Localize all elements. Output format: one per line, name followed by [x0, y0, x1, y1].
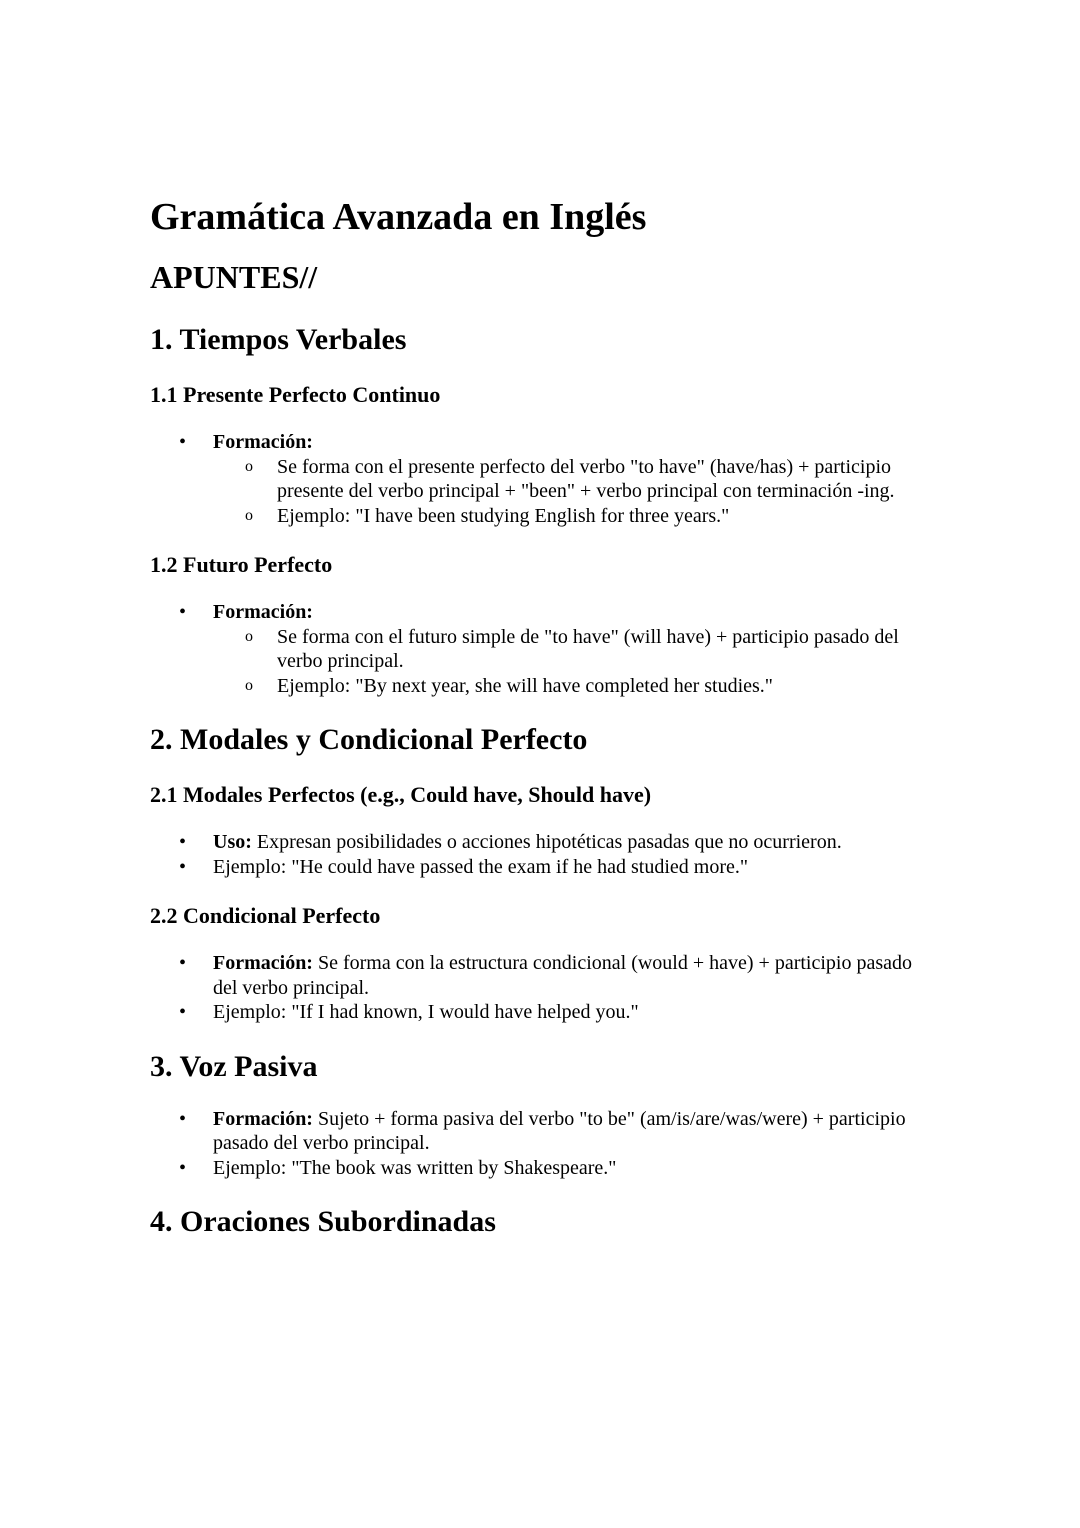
- bullet-icon: •: [179, 601, 187, 623]
- bullet-list: [150, 830, 940, 879]
- list-item: [150, 951, 940, 1000]
- section-heading: 3. Voz Pasiva: [150, 1049, 318, 1083]
- section-heading: 4. Oraciones Subordinadas: [150, 1205, 496, 1238]
- list-item: [150, 1156, 940, 1181]
- item-text: Ejemplo: "The book was written by Shakespeare.": [213, 1156, 617, 1179]
- item-text: Se forma con el presente perfecto del verbo "to have" (have/has) + participio presente del verbo principal + "been" + verbo principal con terminación -ing.: [277, 455, 895, 502]
- bullet-icon: •: [179, 431, 187, 453]
- document-page: [150, 190, 940, 1242]
- item-text: Se forma con la estructura condicional (would + have) + participio pasado del verbo principal.: [213, 952, 913, 999]
- sub-list-item: [213, 625, 940, 674]
- bullet-list: [150, 1107, 940, 1181]
- item-text: Ejemplo: "He could have passed the exam if he had studied more.": [213, 855, 749, 878]
- subsection-heading: 1.2 Futuro Perfecto: [150, 552, 333, 577]
- bullet-icon: •: [179, 1107, 187, 1130]
- item-label: Formación:: [213, 601, 313, 623]
- bullet-icon: •: [179, 1001, 187, 1023]
- item-text: Expresan posibilidades o acciones hipotéticas pasadas que no ocurrieron.: [251, 831, 842, 853]
- bullet-icon: •: [179, 952, 187, 974]
- subsection-heading: 1.1 Presente Perfecto Continuo: [150, 382, 441, 407]
- item-text: Se forma con el futuro simple de "to have" (will have) + participio pasado del verbo principal.: [277, 625, 899, 672]
- item-label: Formación:: [213, 1107, 313, 1130]
- circle-bullet-icon: o: [245, 627, 253, 645]
- section-heading: 2. Modales y Condicional Perfecto: [150, 723, 588, 756]
- sub-list: [213, 455, 940, 529]
- item-text: Ejemplo: "By next year, she will have completed her studies.": [277, 674, 773, 697]
- section-heading: 1. Tiempos Verbales: [150, 323, 407, 356]
- bullet-icon: •: [179, 1156, 187, 1179]
- list-item: [150, 1000, 940, 1025]
- bullet-icon: •: [179, 831, 187, 853]
- bullet-icon: •: [179, 855, 187, 878]
- sub-list-item: [213, 504, 940, 529]
- bullet-list: [150, 430, 940, 528]
- list-item: [150, 855, 940, 880]
- page-title: Gramática Avanzada en Inglés: [150, 196, 647, 238]
- list-item: [150, 600, 940, 698]
- subsection-heading: 2.2 Condicional Perfecto: [150, 903, 381, 928]
- circle-bullet-icon: o: [245, 676, 253, 694]
- list-item: [150, 830, 940, 855]
- sub-list: [213, 625, 940, 699]
- list-item: [150, 1107, 940, 1156]
- page-subtitle: APUNTES//: [150, 259, 318, 295]
- list-item: [150, 430, 940, 528]
- item-text: Ejemplo: "I have been studying English for three years.": [277, 504, 730, 527]
- subsection-heading: 2.1 Modales Perfectos (e.g., Could have, Should have): [150, 782, 652, 807]
- item-text: Ejemplo: "If I had known, I would have helped you.": [213, 1001, 639, 1023]
- bullet-list: [150, 951, 940, 1025]
- circle-bullet-icon: o: [245, 506, 253, 524]
- circle-bullet-icon: o: [245, 457, 253, 475]
- sub-list-item: [213, 674, 940, 699]
- item-text: Sujeto + forma pasiva del verbo "to be" (am/is/are/was/were) + participio pasado del verbo principal.: [213, 1107, 906, 1154]
- bullet-list: [150, 600, 940, 698]
- sub-list-item: [213, 455, 940, 504]
- item-label: Uso:: [213, 831, 252, 853]
- item-label: Formación:: [213, 431, 313, 453]
- item-label: Formación:: [213, 952, 313, 974]
